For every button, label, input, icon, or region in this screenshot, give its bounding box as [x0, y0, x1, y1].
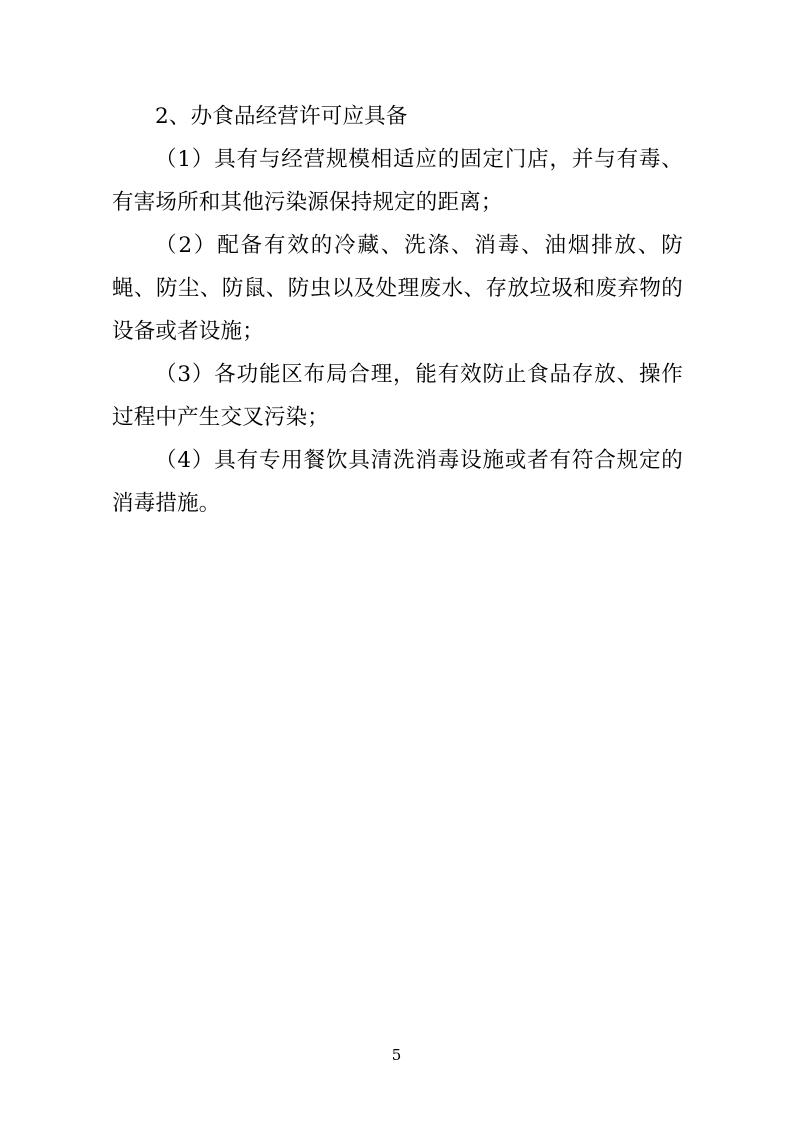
paragraph-item-1: （1）具有与经营规模相适应的固定门店，并与有毒、有害场所和其他污染源保持规定的距离； — [112, 147, 683, 215]
page-number: 5 — [391, 1046, 402, 1064]
paragraph-item-4: （4）具有专用餐饮具清洗消毒设施或者有符合规定的消毒措施。 — [112, 448, 683, 516]
document-body — [112, 95, 683, 525]
paragraph-item-3: （3）各功能区布局合理，能有效防止食品存放、操作过程中产生交叉污染； — [112, 362, 683, 430]
paragraph-item-2: （2）配备有效的冷藏、洗涤、消毒、油烟排放、防蝇、防尘、防鼠、防虫以及处理废水、存放垃圾和废弃物的设备或者设施； — [112, 233, 683, 344]
paragraph-heading: 2、办食品经营许可应具备 — [155, 104, 408, 129]
